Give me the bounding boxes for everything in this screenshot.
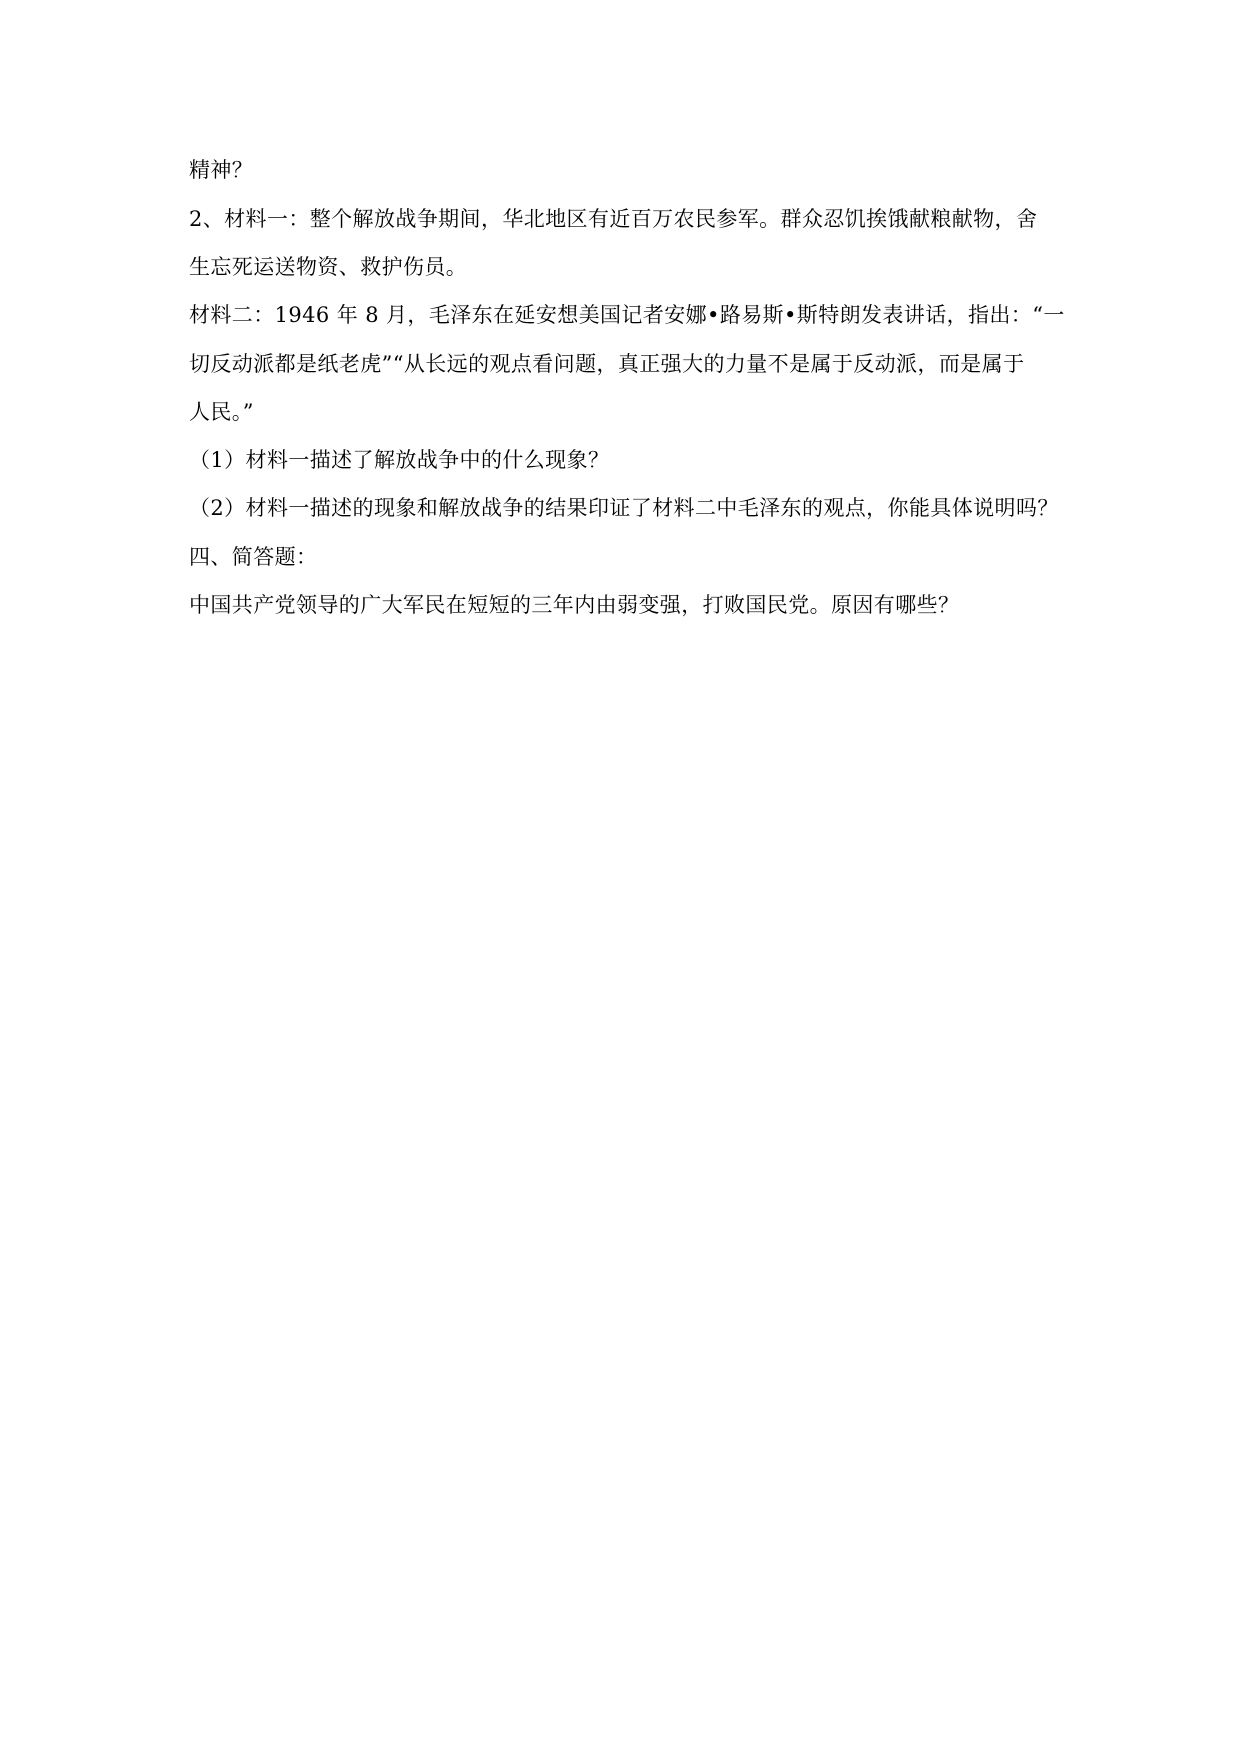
- section-heading-short-answer: 四、简答题：: [189, 545, 318, 569]
- question-2-material-2-line-1: 材料二：1946 年 8 月，毛泽东在延安想美国记者安娜•路易斯•斯特朗发表讲话，指出：“一: [189, 303, 1065, 327]
- question-2-material-1-line-1: 2、材料一：整个解放战争期间，华北地区有近百万农民参军。群众忍饥挨饿献粮献物，舍: [189, 207, 1038, 231]
- short-answer-question: 中国共产党领导的广大军民在短短的三年内由弱变强，打败国民党。原因有哪些？: [189, 593, 960, 617]
- question-2-material-2-line-3: 人民。”: [189, 400, 254, 424]
- question-2-material-1-line-2: 生忘死运送物资、救护伤员。: [189, 255, 468, 279]
- sub-question-1: （1）材料一描述了解放战争中的什么现象？: [189, 448, 610, 472]
- sub-question-2: （2）材料一描述的现象和解放战争的结果印证了材料二中毛泽东的观点，你能具体说明吗？: [189, 496, 1059, 520]
- question-2-material-2-line-2: 切反动派都是纸老虎”“从长远的观点看问题，真正强大的力量不是属于反动派，而是属于: [189, 352, 1025, 376]
- text-line-1: 精神？: [189, 158, 254, 182]
